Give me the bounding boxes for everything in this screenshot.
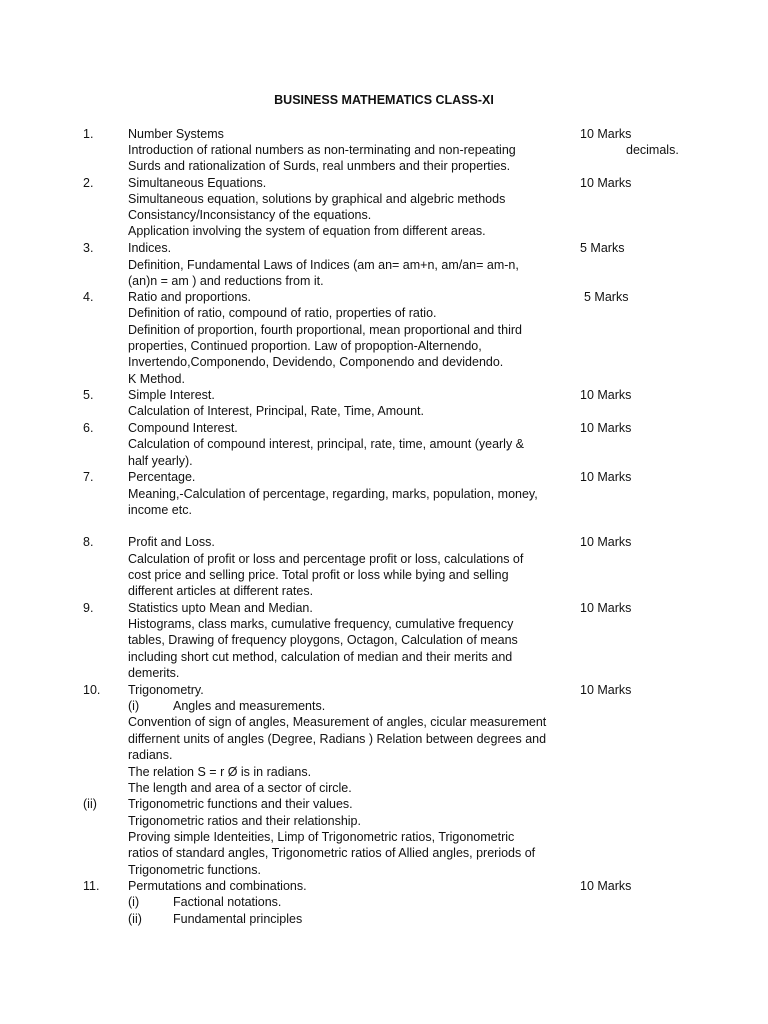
sub-item-text: Angles and measurements. bbox=[173, 699, 326, 713]
item-description: Calculation of compound interest, principal, rate, time, amount (yearly & bbox=[128, 437, 525, 451]
item-description: properties, Continued proportion. Law of propoption-Alternendo, bbox=[128, 339, 482, 353]
item-number: (ii) bbox=[83, 797, 97, 811]
item-heading: Percentage. bbox=[128, 470, 196, 484]
item-marks: 10 Marks bbox=[580, 470, 632, 484]
line-continuation: decimals. bbox=[626, 143, 679, 157]
document-title: BUSINESS MATHEMATICS CLASS-XI bbox=[274, 93, 494, 107]
item-description: The relation S = r Ø is in radians. bbox=[128, 765, 312, 779]
item-description: Surds and rationalization of Surds, real unmbers and their properties. bbox=[128, 159, 511, 173]
item-number: 4. bbox=[83, 290, 94, 304]
sub-item-number: (i) bbox=[128, 895, 140, 909]
sub-item-text: Factional notations. bbox=[173, 895, 282, 909]
item-description: Definition, Fundamental Laws of Indices (am an= am+n, am/an= am-n, bbox=[128, 258, 519, 272]
item-description: Consistancy/Inconsistancy of the equations. bbox=[128, 208, 372, 222]
item-marks: 10 Marks bbox=[580, 601, 632, 615]
item-marks: 5 Marks bbox=[584, 290, 629, 304]
item-description: tables, Drawing of frequency ploygons, Octagon, Calculation of means bbox=[128, 633, 518, 647]
item-heading: Profit and Loss. bbox=[128, 535, 215, 549]
item-marks: 5 Marks bbox=[580, 241, 625, 255]
item-number: 8. bbox=[83, 535, 94, 549]
item-marks: 10 Marks bbox=[580, 176, 632, 190]
item-heading: Compound Interest. bbox=[128, 421, 238, 435]
sub-item-text: Fundamental principles bbox=[173, 912, 303, 926]
item-description: Introduction of rational numbers as non-terminating and non-repeating bbox=[128, 143, 516, 157]
item-number: 3. bbox=[83, 241, 94, 255]
item-heading: Ratio and proportions. bbox=[128, 290, 251, 304]
sub-item-number: (i) bbox=[128, 699, 140, 713]
item-number: 7. bbox=[83, 470, 94, 484]
item-heading: Simple Interest. bbox=[128, 388, 215, 402]
item-marks: 10 Marks bbox=[580, 879, 632, 893]
item-heading: Indices. bbox=[128, 241, 172, 255]
item-description: radians. bbox=[128, 748, 173, 762]
item-number: 2. bbox=[83, 176, 94, 190]
item-heading: Simultaneous Equations. bbox=[128, 176, 267, 190]
item-description: Meaning,-Calculation of percentage, regarding, marks, population, money, bbox=[128, 487, 538, 501]
item-description: Definition of ratio, compound of ratio, properties of ratio. bbox=[128, 306, 437, 320]
item-heading: Trigonometry. bbox=[128, 683, 204, 697]
item-description: ratios of standard angles, Trigonometric ratios of Allied angles, preriods of bbox=[128, 846, 536, 860]
item-description: Invertendo,Componendo, Devidendo, Componendo and devidendo. bbox=[128, 355, 504, 369]
item-marks: 10 Marks bbox=[580, 388, 632, 402]
item-heading: Number Systems bbox=[128, 127, 224, 141]
item-description: half yearly). bbox=[128, 454, 193, 468]
item-description: Application involving the system of equation from different areas. bbox=[128, 224, 486, 238]
item-number: 11. bbox=[83, 879, 100, 893]
item-description: different articles at different rates. bbox=[128, 584, 314, 598]
item-marks: 10 Marks bbox=[580, 127, 632, 141]
item-description: differnent units of angles (Degree, Radians ) Relation between degrees and bbox=[128, 732, 547, 746]
item-description: Calculation of profit or loss and percentage profit or loss, calculations of bbox=[128, 552, 524, 566]
item-description: Convention of sign of angles, Measurement of angles, cicular measurement bbox=[128, 715, 547, 729]
item-heading: Permutations and combinations. bbox=[128, 879, 307, 893]
item-description: Simultaneous equation, solutions by graphical and algebric methods bbox=[128, 192, 506, 206]
item-description: demerits. bbox=[128, 666, 180, 680]
item-description: (an)n = am ) and reductions from it. bbox=[128, 274, 324, 288]
item-description: cost price and selling price. Total profit or loss while bying and selling bbox=[128, 568, 509, 582]
item-number: 5. bbox=[83, 388, 94, 402]
item-description: income etc. bbox=[128, 503, 192, 517]
item-description: Definition of proportion, fourth proportional, mean proportional and third bbox=[128, 323, 522, 337]
item-marks: 10 Marks bbox=[580, 683, 632, 697]
item-description: Trigonometric functions. bbox=[128, 863, 261, 877]
item-description: Trigonometric ratios and their relationship. bbox=[128, 814, 361, 828]
item-number: 6. bbox=[83, 421, 94, 435]
item-description: K Method. bbox=[128, 372, 185, 386]
item-description: The length and area of a sector of circle. bbox=[128, 781, 352, 795]
item-description: Proving simple Identeities, Limp of Trigonometric ratios, Trigonometric bbox=[128, 830, 515, 844]
item-number: 9. bbox=[83, 601, 94, 615]
item-heading: Trigonometric functions and their values. bbox=[128, 797, 353, 811]
item-number: 1. bbox=[83, 127, 94, 141]
item-marks: 10 Marks bbox=[580, 421, 632, 435]
item-description: Calculation of Interest, Principal, Rate, Time, Amount. bbox=[128, 404, 424, 418]
item-description: including short cut method, calculation of median and their merits and bbox=[128, 650, 513, 664]
item-heading: Statistics upto Mean and Median. bbox=[128, 601, 313, 615]
sub-item-number: (ii) bbox=[128, 912, 142, 926]
item-number: 10. bbox=[83, 683, 101, 697]
item-description: Histograms, class marks, cumulative frequency, cumulative frequency bbox=[128, 617, 514, 631]
item-marks: 10 Marks bbox=[580, 535, 632, 549]
